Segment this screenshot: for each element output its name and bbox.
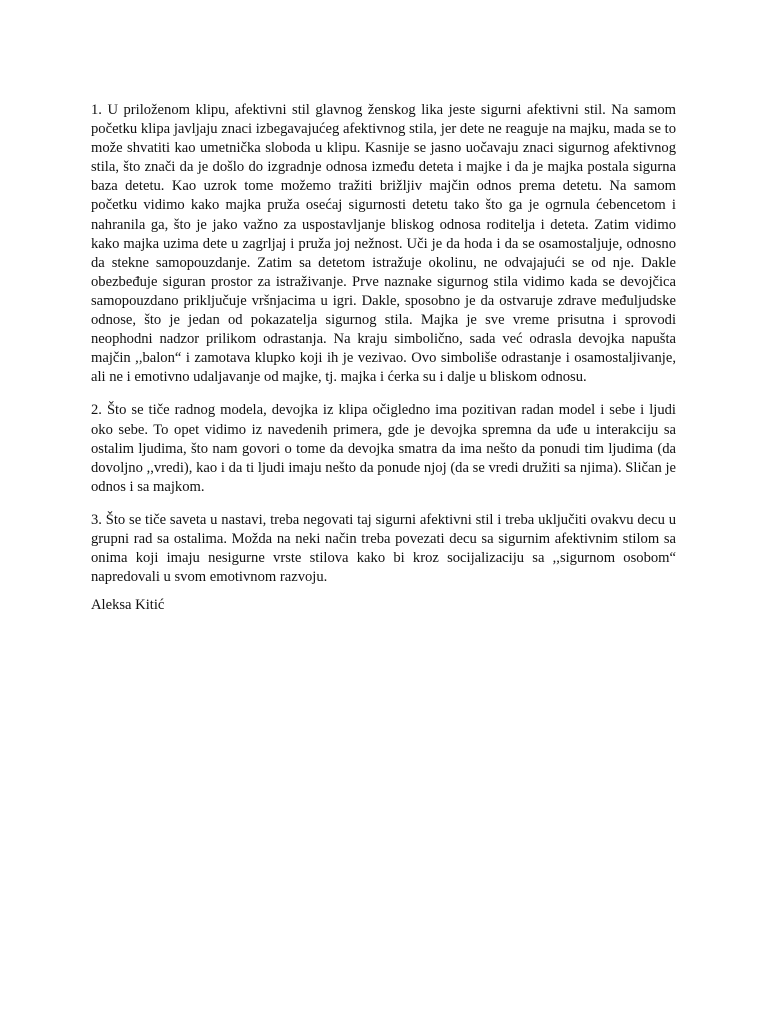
document-body [91,101,676,601]
paragraph-3: 3. Što se tiče saveta u nastavi, treba negovati taj sigurni afektivni stil i treba uključiti ovakvu decu u grupni rad sa ostalima. Možda na neki način treba povezati decu sa sigurnim afektivnim stilom sa onima koji imaju nesigurne vrste stilova kako bi kroz socijalizaciju sa ,,sigurnom osobom“ napredovali u svom emotivnom razvoju. [91,511,676,586]
author-signature: Aleksa Kitić [91,597,165,613]
paragraph-1: 1. U priloženom klipu, afektivni stil glavnog ženskog lika jeste sigurni afektivni stil. Na samom početku klipa javljaju znaci izbegavajućeg afektivnog stila, jer dete ne reaguje na majku, mada se to može shvatiti kao umetnička sloboda u klipu. Kasnije se jasno uočavaju znaci sigurnog afektivnog stila, što znači da je došlo do izgradnje odnosa između deteta i majke i da je majka postala sigurna baza detetu. Kao uzrok tome možemo tražiti brižljiv majčin odnos prema detetu. Na samom početku vidimo kako majka pruža osećaj sigurnosti detetu tako što ga je ogrnula ćebencetom i nahranila ga, što je jako važno za uspostavljanje bliskog odnosa roditelja i deteta. Zatim vidimo kako majka uzima dete u zagrljaj i pruža joj nežnost. Uči je da hoda i da se osamostaljuje, odnosno da stekne samopouzdanje. Zatim sa detetom istražuje okolinu, ne odvajajući se od nje. Dakle obezbeđuje siguran prostor za istraživanje. Prve naznake sigurnog stila vidimo kada se devojčica samopouzdano priključuje vršnjacima u igri. Dakle, sposobno je da ostvaruje zdrave međuljudske odnose, što je jedan od pokazatelja sigurnog stila. Majka je sve vreme prisutna i sprovodi neophodni nadzor prilikom odrastanja. Na kraju simbolično, sada već odrasla devojka napušta majčin ,,balon“ i zamotava klupko koji ih je vezivao. Ovo simboliše odrastanje i osamostaljivanje, ali ne i emotivno udaljavanje od majke, tj. majka i ćerka su i dalje u bliskom odnosu. [91,102,676,386]
paragraph-2: 2. Što se tiče radnog modela, devojka iz klipa očigledno ima pozitivan radan model i sebe i ljudi oko sebe. To opet vidimo iz navedenih primera, gde je devojka spremna da uđe u interakciju sa ostalim ljudima, što nam govori o tome da devojka smatra da ima nešto da ponudi tim ljudima (da dovoljno ,,vredi), kao i da ti ljudi imaju nešto da ponude njoj (da se vredi družiti sa njima). Sličan je odnos i sa majkom. [91,402,676,495]
